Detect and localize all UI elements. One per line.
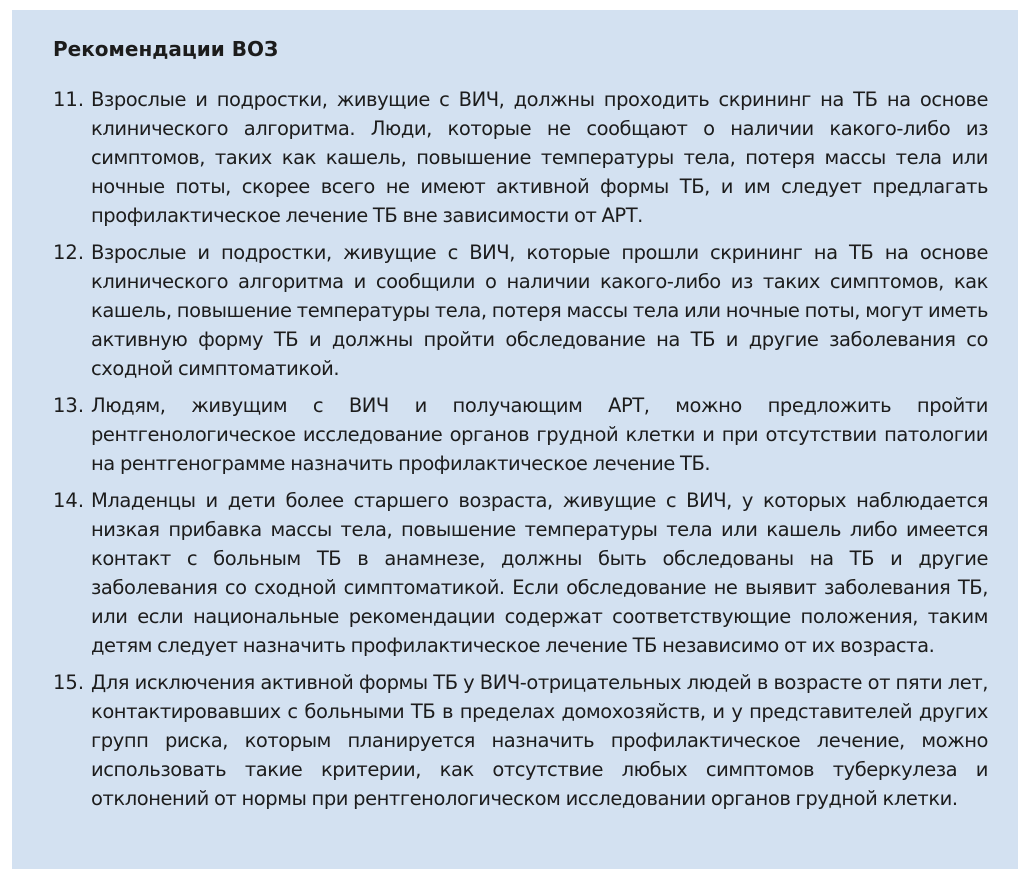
- recommendation-item: [53, 391, 988, 478]
- recommendation-text: Взрослые и подростки, живущие с ВИЧ, которые прошли скрининг на ТБ на основе клинического алгоритма и сообщили о наличии какого-либо из таких симптомов, как кашель, повышение температуры тела, потеря массы тела или ночные поты, могут иметь активную форму ТБ и должны пройти обследование на ТБ и другие заболевания со сходной симптоматикой.: [91, 241, 988, 380]
- recommendation-number: 14.: [53, 489, 85, 512]
- who-recommendations-box: [12, 10, 1018, 869]
- recommendation-text: Взрослые и подростки, живущие с ВИЧ, должны проходить скрининг на ТБ на основе клинического алгоритма. Люди, которые не сообщают о наличии какого-либо из симптомов, таких как кашель, повышение температуры тела, потеря массы тела или ночные поты, скорее всего не имеют активной формы ТБ, и им следует предлагать профилактическое лечение ТБ вне зависимости от АРТ.: [91, 88, 988, 227]
- recommendation-number: 15.: [53, 671, 85, 694]
- box-title: Рекомендации ВОЗ: [53, 37, 279, 61]
- recommendation-item: [53, 85, 988, 230]
- recommendation-item: [53, 668, 988, 813]
- recommendation-text: Младенцы и дети более старшего возраста, живущие с ВИЧ, у которых наблюдается низкая прибавка массы тела, повышение температуры тела или кашель либо имеется контакт с больным ТБ в анамнезе, должны быть обследованы на ТБ и другие заболевания со сходной симптоматикой. Если обследование не выявит заболевания ТБ, или если национальные рекомендации содержат соответствующие положения, таким детям следует назначить профилактическое лечение ТБ независимо от их возраста.: [91, 489, 988, 657]
- recommendation-number: 12.: [53, 241, 85, 264]
- recommendation-item: [53, 486, 988, 660]
- recommendation-number: 13.: [53, 394, 85, 417]
- recommendation-text: Людям, живущим с ВИЧ и получающим АРТ, можно предложить пройти рентгенологическое исследование органов грудной клетки и при отсутствии патологии на рентгенограмме назначить профилактическое лечение ТБ.: [91, 394, 988, 475]
- recommendation-number: 11.: [53, 88, 85, 111]
- recommendation-item: [53, 238, 988, 383]
- recommendation-text: Для исключения активной формы ТБ у ВИЧ-отрицательных людей в возрасте от пяти лет, контактировавших с больными ТБ в пределах домохозяйств, и у представителей других групп риска, которым планируется назначить профилактическое лечение, можно использовать такие критерии, как отсутствие любых симптомов туберкулеза и отклонений от нормы при рентгенологическом исследовании органов грудной клетки.: [91, 671, 988, 810]
- recommendation-list: [53, 85, 988, 813]
